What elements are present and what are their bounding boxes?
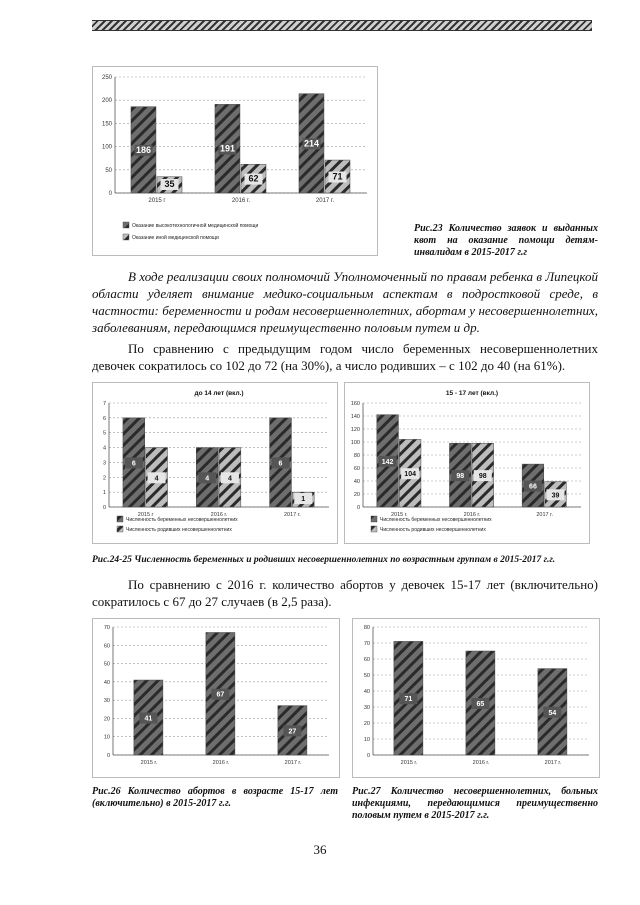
y-tick-label: 0 (356, 505, 360, 511)
y-tick-label: 100 (350, 440, 360, 446)
y-tick-label: 3 (102, 460, 106, 467)
data-label: 98 (456, 473, 465, 481)
y-tick-label: 30 (363, 705, 370, 711)
caption-fig-23: Рис.23 Количество заявок и выданных квот на оказание помощи детям-инвалидам в 2015-2017 г.г (414, 223, 598, 258)
chart-27-sti (352, 618, 600, 778)
x-tick-label: 2016 г. (210, 512, 228, 518)
legend-swatch (371, 526, 377, 532)
y-tick-label: 0 (366, 753, 370, 759)
y-tick-label: 0 (102, 505, 106, 511)
legend-label: Численность родивших несовершеннолетних (126, 527, 232, 533)
data-label: 186 (135, 144, 151, 155)
data-label: 54 (548, 709, 557, 717)
data-label: 191 (219, 143, 235, 154)
data-label: 27 (288, 728, 297, 736)
legend-label: Оказание иной медицинской помощи (132, 235, 219, 241)
data-label: 71 (404, 696, 413, 704)
legend-swatch (123, 234, 129, 240)
legend-swatch (117, 516, 123, 522)
y-tick-label: 2 (102, 475, 106, 482)
chart-24-svg (93, 383, 337, 543)
header-decorative-bar (92, 20, 592, 31)
y-tick-label: 7 (102, 401, 106, 407)
y-tick-label: 60 (363, 657, 370, 663)
data-label: 214 (303, 138, 319, 149)
data-label: 35 (164, 179, 175, 189)
data-label: 142 (381, 458, 394, 466)
y-tick-label: 40 (363, 689, 370, 695)
legend-swatch (371, 516, 377, 522)
y-tick-label: 5 (102, 430, 106, 437)
x-tick-label: 2017 г. (544, 760, 562, 766)
data-label: 65 (476, 701, 485, 708)
data-label: 98 (478, 473, 487, 481)
y-tick-label: 20 (103, 716, 110, 723)
y-tick-label: 50 (103, 661, 110, 668)
x-tick-label: 2017 г. (284, 760, 302, 766)
y-tick-label: 250 (101, 75, 112, 81)
y-tick-label: 1 (102, 490, 106, 497)
y-tick-label: 30 (103, 698, 110, 705)
y-tick-label: 0 (106, 753, 110, 759)
data-label: 6 (131, 460, 136, 468)
y-tick-label: 160 (350, 401, 360, 407)
chart-26-svg (93, 619, 339, 777)
chart-26-abortions (92, 618, 340, 778)
data-label: 41 (144, 715, 153, 723)
y-tick-label: 60 (353, 466, 360, 472)
y-tick-label: 120 (350, 427, 360, 433)
legend-label: Численность родивших несовершеннолетних (380, 527, 486, 533)
chart-27-svg (353, 619, 599, 777)
paragraph-abortion-decline: По сравнению с 2016 г. количество абортов у девочек 15-17 лет (включительно) сократилось с 67 до 27 случаев (в 2,5 раза). (92, 577, 598, 609)
caption-fig-24-25: Рис.24-25 Численность беременных и родивших несовершеннолетних по возрастным группам в 2015-2017 г.г. (92, 555, 556, 565)
chart-title: 15 - 17 лет (вкл.) (445, 390, 499, 397)
paragraph-ombudsman-medical: В ходе реализации своих полномочий Уполномоченный по правам ребенка в Липецкой области уделяет внимание медико-социальным аспектам в подростковой среде, в частности: беременности и родам несовершеннолетних, абортам у несовершеннолетних, заболеваниям, передающимся преимущественно половым путем и др. (92, 269, 598, 335)
page-number: 36 (313, 842, 327, 857)
y-tick-label: 50 (363, 673, 370, 679)
y-tick-label: 40 (353, 479, 360, 485)
x-tick-label: 2016 г. (212, 760, 230, 766)
x-tick-label: 2016 г. (472, 760, 490, 766)
paragraph-pregnancy-decline: По сравнению с предыдущим годом число беременных несовершеннолетних девочек сократилось со 102 до 72 (на 30%), а число родивших – с 102 до 40 (на 61%). (92, 341, 598, 373)
y-tick-label: 100 (101, 144, 112, 151)
y-tick-label: 200 (101, 98, 112, 105)
legend-label: Численность беременных несовершеннолетних (126, 517, 238, 523)
chart-title: до 14 лет (вкл.) (194, 390, 244, 397)
chart-23-svg (93, 67, 377, 255)
data-label: 6 (278, 460, 283, 468)
y-tick-label: 80 (353, 453, 360, 459)
data-label: 4 (154, 475, 159, 483)
y-tick-label: 0 (108, 191, 112, 197)
data-label: 4 (205, 475, 210, 483)
data-label: 104 (404, 471, 416, 479)
x-tick-label: 2017 г. (315, 198, 335, 204)
data-label: 71 (332, 171, 343, 182)
y-tick-label: 150 (101, 121, 112, 128)
y-tick-label: 50 (105, 167, 112, 174)
legend-label: Численность беременных несовершеннолетних (380, 517, 492, 523)
data-label: 39 (551, 492, 560, 500)
data-label: 4 (227, 475, 232, 483)
y-tick-label: 6 (102, 415, 106, 422)
x-tick-label: 2016 г. (231, 198, 251, 204)
x-tick-label: 2015 г (148, 198, 166, 204)
data-label: 66 (529, 483, 537, 491)
y-tick-label: 20 (353, 492, 360, 498)
y-tick-label: 4 (102, 445, 106, 452)
chart-25-15-17 (344, 382, 590, 544)
x-tick-label: 2017 г. (284, 512, 301, 518)
y-tick-label: 10 (363, 737, 370, 743)
x-tick-label: 2015 г (137, 512, 154, 518)
chart-23-quotas (92, 66, 378, 256)
data-label: 1 (301, 496, 306, 503)
y-tick-label: 20 (363, 721, 370, 727)
data-label: 67 (216, 691, 225, 699)
chart-24-under14 (92, 382, 338, 544)
y-tick-label: 40 (103, 679, 110, 686)
y-tick-label: 60 (103, 643, 110, 650)
legend-swatch (117, 526, 123, 532)
y-tick-label: 80 (363, 625, 370, 631)
data-label: 62 (248, 173, 259, 184)
caption-fig-27: Рис.27 Количество несовершеннолетних, больных инфекциями, передающимися преимущественно половым путем в 2015-2017 г.г. (352, 786, 598, 821)
x-tick-label: 2015 г. (400, 760, 418, 766)
y-tick-label: 70 (363, 641, 370, 647)
y-tick-label: 70 (103, 625, 110, 631)
x-tick-label: 2015 г. (391, 512, 408, 518)
y-tick-label: 140 (350, 414, 360, 420)
y-tick-label: 10 (103, 734, 110, 741)
legend-label: Оказание высокотехнологичной медицинской помощи (132, 223, 259, 229)
chart-25-svg (345, 383, 589, 543)
legend-swatch (123, 222, 129, 228)
x-tick-label: 2015 г. (140, 760, 158, 766)
x-tick-label: 2016 г. (463, 512, 481, 518)
x-tick-label: 2017 г. (536, 512, 553, 518)
caption-fig-26: Рис.26 Количество абортов в возрасте 15-17 лет (включительно) в 2015-2017 г.г. (92, 786, 338, 809)
